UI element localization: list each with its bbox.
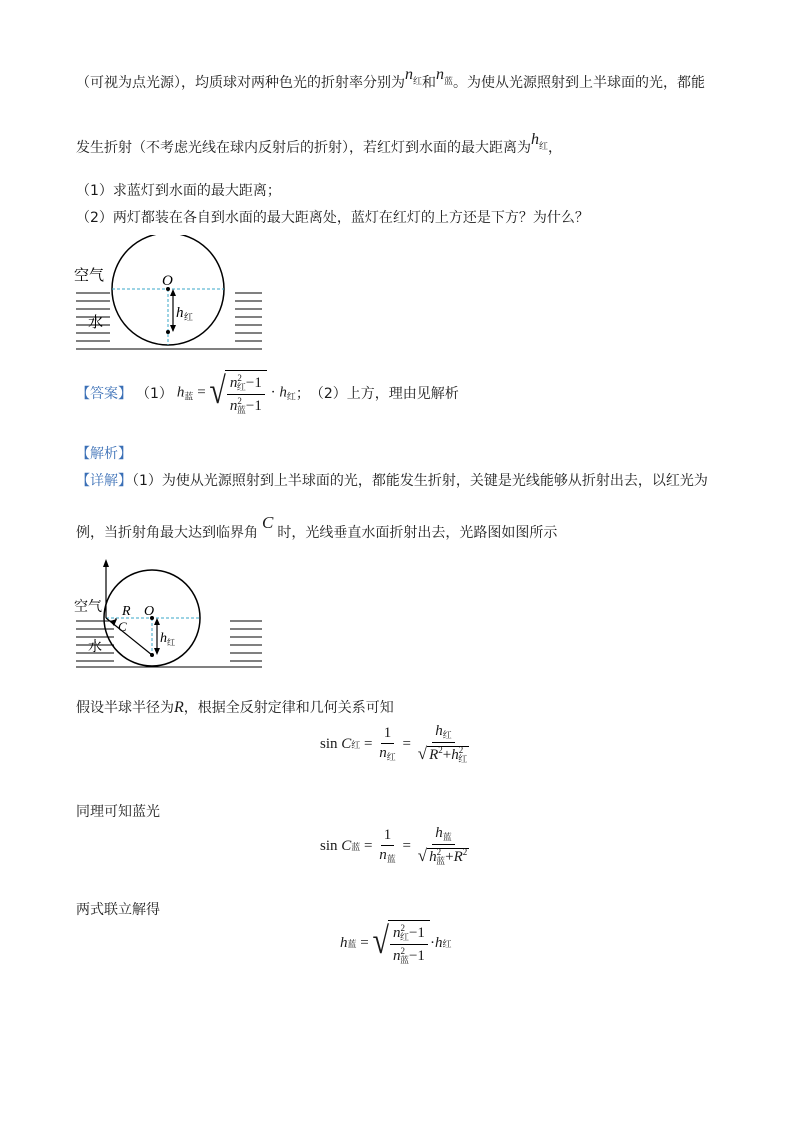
figure-2-light-path (70, 555, 270, 675)
radical-sign: √ (209, 370, 226, 412)
fraction-h-over-sqrt (415, 825, 473, 867)
subscript-red: 红 (286, 392, 296, 403)
radicand (388, 920, 430, 966)
fraction-one-over-n (376, 725, 399, 763)
radical-sign: √ (417, 744, 428, 763)
plus: + (445, 849, 454, 865)
equation-blue: sin C 蓝 = $\frac{1}{n_蓝}$ = $\frac{h_蓝}{√ h^2_蓝+R^2}$ (320, 825, 472, 867)
arrow-down-head (154, 648, 160, 655)
sqrt (209, 370, 266, 416)
subscript-red: 红 (442, 939, 452, 950)
text-segment: 发生折射（不考虑光线在球内反射后的折射），若红灯到水面的最大距离为 (76, 140, 531, 156)
text-segment: 假设半球半径为 (76, 700, 174, 716)
sub-blue: 蓝 (436, 857, 446, 867)
h-symbol: h (531, 131, 539, 148)
center-label: O (144, 604, 155, 619)
sin: sin (320, 837, 338, 854)
sq: 2 (400, 946, 405, 956)
n: n (379, 745, 387, 761)
sub-red: 红 (399, 933, 409, 943)
h-label: h (160, 631, 167, 646)
text-segment: 时，光线垂直水面折射出去，光路图如图所示 (277, 525, 558, 541)
water-lines (76, 293, 262, 349)
air-label: 空气 (74, 268, 105, 284)
sub-red: 红 (236, 383, 246, 393)
center-label: O (162, 273, 173, 289)
arrow-up-head (154, 618, 160, 625)
paragraph-line-2 (76, 131, 563, 158)
subscript-red: 红 (413, 77, 423, 87)
sin: sin (320, 735, 338, 752)
c-symbol: C (262, 513, 274, 532)
text-segment: （可视为点光源），均质球对两种色光的折射率分别为 (76, 75, 405, 91)
sq: 2 (436, 847, 442, 857)
sub-blue: 蓝 (351, 842, 361, 853)
c: C (341, 837, 352, 854)
text-segment: ，根据全反射定律和几何关系可知 (183, 700, 394, 716)
h: h (435, 825, 443, 841)
minus-one: −1 (245, 375, 262, 391)
h-symbol: h (340, 934, 348, 951)
water-label: 水 (88, 315, 104, 331)
sq: 2 (438, 745, 443, 755)
radical-sign: √ (372, 920, 389, 962)
sub-blue: 蓝 (386, 855, 396, 865)
text-segment: ， (548, 140, 563, 156)
same-reason-line: 同理可知蓝光 (76, 804, 160, 820)
n: n (392, 948, 401, 964)
plus: + (442, 747, 452, 763)
minus-one: −1 (408, 948, 425, 964)
arrow-up-head (170, 289, 176, 296)
n: n (229, 398, 238, 414)
minus-one: −1 (245, 398, 262, 414)
answer-part1: （1） (136, 386, 173, 402)
equation-red: sin C 红 = $\frac{1}{n_红}$ = $\frac{h_红}{√ R^2+h^2_红}$ (320, 723, 472, 765)
sq: 2 (400, 923, 405, 933)
n-symbol: n (436, 66, 445, 83)
subscript-blue: 蓝 (184, 392, 194, 403)
detail-line-2 (76, 513, 558, 542)
r-symbol: R (174, 699, 184, 716)
sub-red: 红 (458, 755, 468, 765)
light-point (166, 330, 170, 334)
h-sub-label: 红 (184, 312, 194, 322)
sq: 2 (237, 396, 242, 406)
fraction (390, 923, 428, 966)
critical-angle-label: C (118, 619, 127, 634)
paragraph-line-1 (76, 66, 706, 93)
answer-formula: $h_蓝$ = √ $\frac{n^2_红-1}{n^2_蓝-1}$ · $h_红$ (177, 370, 296, 416)
water-label: 水 (88, 640, 102, 655)
fraction (227, 373, 265, 416)
sub-blue: 蓝 (236, 406, 246, 416)
h-symbol: h (434, 934, 443, 951)
detail-tag: 【详解】 (76, 473, 132, 489)
subscript-blue: 蓝 (347, 939, 357, 950)
air-label: 空气 (74, 600, 102, 615)
h: h (429, 849, 437, 865)
answer-part2: （2）上方，理由见解析 (309, 386, 459, 402)
r: R (453, 849, 463, 865)
radical-sign: √ (417, 846, 428, 865)
h-label: h (176, 305, 184, 321)
n: n (229, 375, 238, 391)
sq: 2 (237, 373, 242, 383)
assume-line (76, 697, 394, 717)
arrow-down-head (170, 325, 176, 332)
subscript-blue: 蓝 (444, 77, 454, 87)
answer-line (76, 370, 459, 416)
up-arrow-head (103, 559, 109, 567)
radius-label: R (122, 604, 131, 619)
c: C (341, 735, 352, 752)
analysis-tag: 【解析】 (76, 446, 132, 462)
question-1: （1）求蓝灯到水面的最大距离； (76, 183, 281, 199)
sqrt (372, 920, 429, 966)
one: 1 (381, 725, 395, 744)
text-segment: （1）为使从光源照射到上半球面的光，都能发生折射，关键是光线能够从折射出去，以红光为 (132, 473, 708, 489)
combine-line: 两式联立解得 (76, 902, 160, 918)
h-symbol: h (279, 384, 287, 401)
subscript-red: 红 (539, 142, 549, 152)
sub-red: 红 (386, 753, 396, 763)
sub-red: 红 (351, 740, 361, 751)
sq: 2 (458, 745, 464, 755)
one: 1 (381, 827, 395, 846)
n-symbol: n (405, 66, 413, 83)
fraction-one-over-n (376, 827, 399, 865)
equation-result: h 蓝 = √ $\frac{n^2_红-1}{n^2_蓝-1}$ · h 红 (340, 920, 451, 966)
minus-one: −1 (408, 925, 425, 941)
separator: ； (295, 386, 310, 402)
text-and: 和 (422, 75, 437, 91)
light-point (150, 653, 154, 657)
sub-blue: 蓝 (399, 956, 409, 966)
h-symbol: h (176, 384, 185, 401)
sq: 2 (462, 847, 468, 857)
h: h (435, 723, 443, 739)
h: h (451, 747, 459, 763)
radicand (225, 370, 267, 416)
answer-tag: 【答案】 (76, 386, 132, 402)
n: n (379, 847, 387, 863)
detail-line-1 (76, 470, 708, 490)
h-sub-label: 红 (167, 638, 175, 647)
figure-1-sphere-in-water (70, 235, 270, 355)
text-segment: 。为使从光源照射到上半球面的光，都能 (453, 75, 706, 91)
sub-red: 红 (442, 731, 452, 741)
text-segment: 例，当折射角最大达到临界角 (76, 525, 258, 541)
sub-blue: 蓝 (442, 833, 452, 843)
question-2: （2）两灯都装在各自到水面的最大距离处，蓝灯在红灯的上方还是下方？为什么？ (76, 210, 589, 226)
n: n (392, 925, 401, 941)
fraction-h-over-sqrt (415, 723, 473, 765)
r: R (429, 747, 439, 763)
